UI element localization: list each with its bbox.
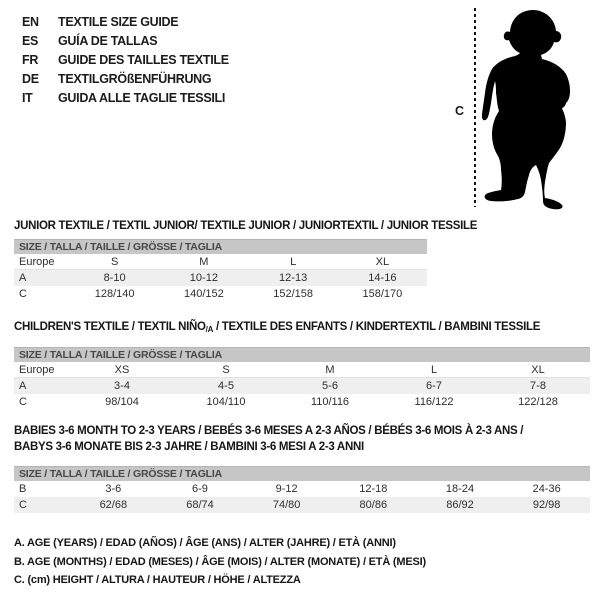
cell: L [290, 255, 297, 268]
cell: S [110, 255, 119, 268]
language-row-de [22, 69, 229, 88]
cell: XL [375, 255, 390, 268]
table-row-height [14, 497, 590, 513]
cell: 6-7 [426, 380, 442, 392]
language-title: TEXTILE SIZE GUIDE [58, 14, 179, 29]
junior-section-heading: JUNIOR TEXTILE / TEXTIL JUNIOR/ TEXTILE JUNIOR / JUNIORTEXTIL / JUNIOR TESSILE [14, 220, 478, 232]
language-title: TEXTILGRÖßENFÜHRUNG [58, 71, 212, 86]
table-row-age [14, 270, 427, 286]
cell: 4-5 [218, 380, 234, 392]
cell: 104/110 [206, 396, 246, 408]
cell: 80/86 [359, 499, 388, 511]
language-code: ES [22, 33, 39, 48]
language-code: IT [22, 90, 33, 105]
cell: 3-4 [114, 380, 130, 392]
cell: 98/104 [105, 396, 139, 408]
cell: 92/98 [532, 499, 561, 511]
cell: 8-10 [103, 272, 126, 284]
cell: L [430, 363, 438, 376]
heading-subscript: /A [205, 325, 214, 334]
cell: 3-6 [105, 483, 122, 495]
row-label: B [19, 483, 27, 495]
cell: 9-12 [275, 483, 298, 495]
cell: XS [114, 363, 130, 376]
heading-line-1: BABIES 3-6 MONTH TO 2-3 YEARS / BEBÉS 3-6 MESES A 2-3 AÑOS / BÉBÉS 3-6 MOIS À 2-3 ANS / [14, 425, 524, 437]
language-title: GUIDA ALLE TAGLIE TESSILI [58, 90, 226, 105]
table-row-height [14, 286, 427, 302]
size-header-bar: SIZE / TALLA / TAILLE / GRÖSSE / TAGLIA [14, 239, 427, 254]
footnote-a: A. AGE (YEARS) / EDAD (AÑOS) / ÂGE (ANS) / ALTER (JAHRE) / ETÀ (ANNI) [14, 537, 396, 549]
cell: 74/80 [272, 499, 301, 511]
cell: 68/74 [186, 499, 214, 511]
cell: 12-18 [359, 483, 388, 495]
footnote-b: B. AGE (MONTHS) / EDAD (MESES) / ÂGE (MOIS) / ALTER (MONATE) / ETÀ (MESI) [14, 555, 426, 568]
height-measure-label: C [455, 104, 465, 118]
table-row-age [14, 378, 590, 394]
toddler-silhouette-icon [482, 5, 578, 210]
table-row-europe [14, 254, 427, 270]
childrens-size-table [14, 347, 590, 410]
cell: 14-16 [368, 272, 397, 284]
row-label: A [19, 380, 27, 392]
cell: 110/116 [310, 396, 350, 408]
childrens-section-heading [14, 319, 540, 338]
cell: 12-13 [279, 272, 308, 284]
junior-size-table [14, 239, 427, 302]
cell: XL [531, 363, 545, 376]
legend-footnotes [14, 534, 426, 590]
cell: 116/122 [414, 396, 454, 408]
cell: 18-24 [445, 483, 475, 495]
row-label: Europe [19, 255, 55, 268]
row-label: A [19, 272, 27, 284]
cell: 24-36 [532, 483, 561, 495]
babies-size-table [14, 466, 590, 513]
language-code: EN [22, 14, 39, 29]
language-title: GUÍA DE TALLAS [58, 33, 158, 48]
language-title: GUIDE DES TAILLES TEXTILE [58, 52, 229, 67]
row-label: C [19, 396, 27, 408]
table-row-age-months [14, 481, 590, 497]
heading-text: / TEXTILE DES ENFANTS / KINDERTEXTIL / BAMBINI TESSILE [213, 321, 541, 333]
language-title-list [22, 12, 229, 107]
cell: 10-12 [189, 272, 218, 284]
cell: 5-6 [322, 380, 338, 392]
cell: M [325, 363, 335, 376]
cell: 122/128 [518, 396, 558, 408]
cell: 86/92 [446, 499, 474, 511]
language-code: DE [22, 71, 39, 86]
cell: S [222, 363, 230, 376]
language-row-fr [22, 50, 229, 69]
cell: 152/158 [273, 288, 313, 300]
babies-section-heading [14, 423, 523, 455]
row-label: C [19, 288, 27, 300]
table-row-height [14, 394, 590, 410]
cell: 158/170 [362, 288, 403, 300]
footnote-c: C. (cm) HEIGHT / ALTURA / HAUTEUR / HÖHE / ALTEZZA [14, 574, 301, 586]
table-row-europe [14, 362, 590, 378]
language-row-en [22, 12, 229, 31]
cell: 128/140 [94, 288, 135, 300]
row-label: Europe [19, 363, 55, 376]
height-measure-dotted-line [474, 8, 476, 207]
row-label: C [19, 499, 27, 511]
size-header-bar: SIZE / TALLA / TAILLE / GRÖSSE / TAGLIA [14, 466, 590, 481]
heading-line-2: BABYS 3-6 MONATE BIS 2-3 JAHRE / BAMBINI 3-6 MESI A 2-3 ANNI [14, 441, 364, 453]
cell: 7-8 [530, 380, 546, 392]
language-row-it [22, 88, 229, 107]
cell: 62/68 [99, 499, 128, 511]
size-header-bar: SIZE / TALLA / TAILLE / GRÖSSE / TAGLIA [14, 347, 590, 362]
heading-text: CHILDREN'S TEXTILE / TEXTIL NIÑO [14, 321, 206, 333]
language-code: FR [22, 52, 39, 67]
cell: 140/152 [183, 288, 224, 300]
cell: 6-9 [192, 483, 208, 495]
language-row-es [22, 31, 229, 50]
cell: M [199, 255, 209, 268]
